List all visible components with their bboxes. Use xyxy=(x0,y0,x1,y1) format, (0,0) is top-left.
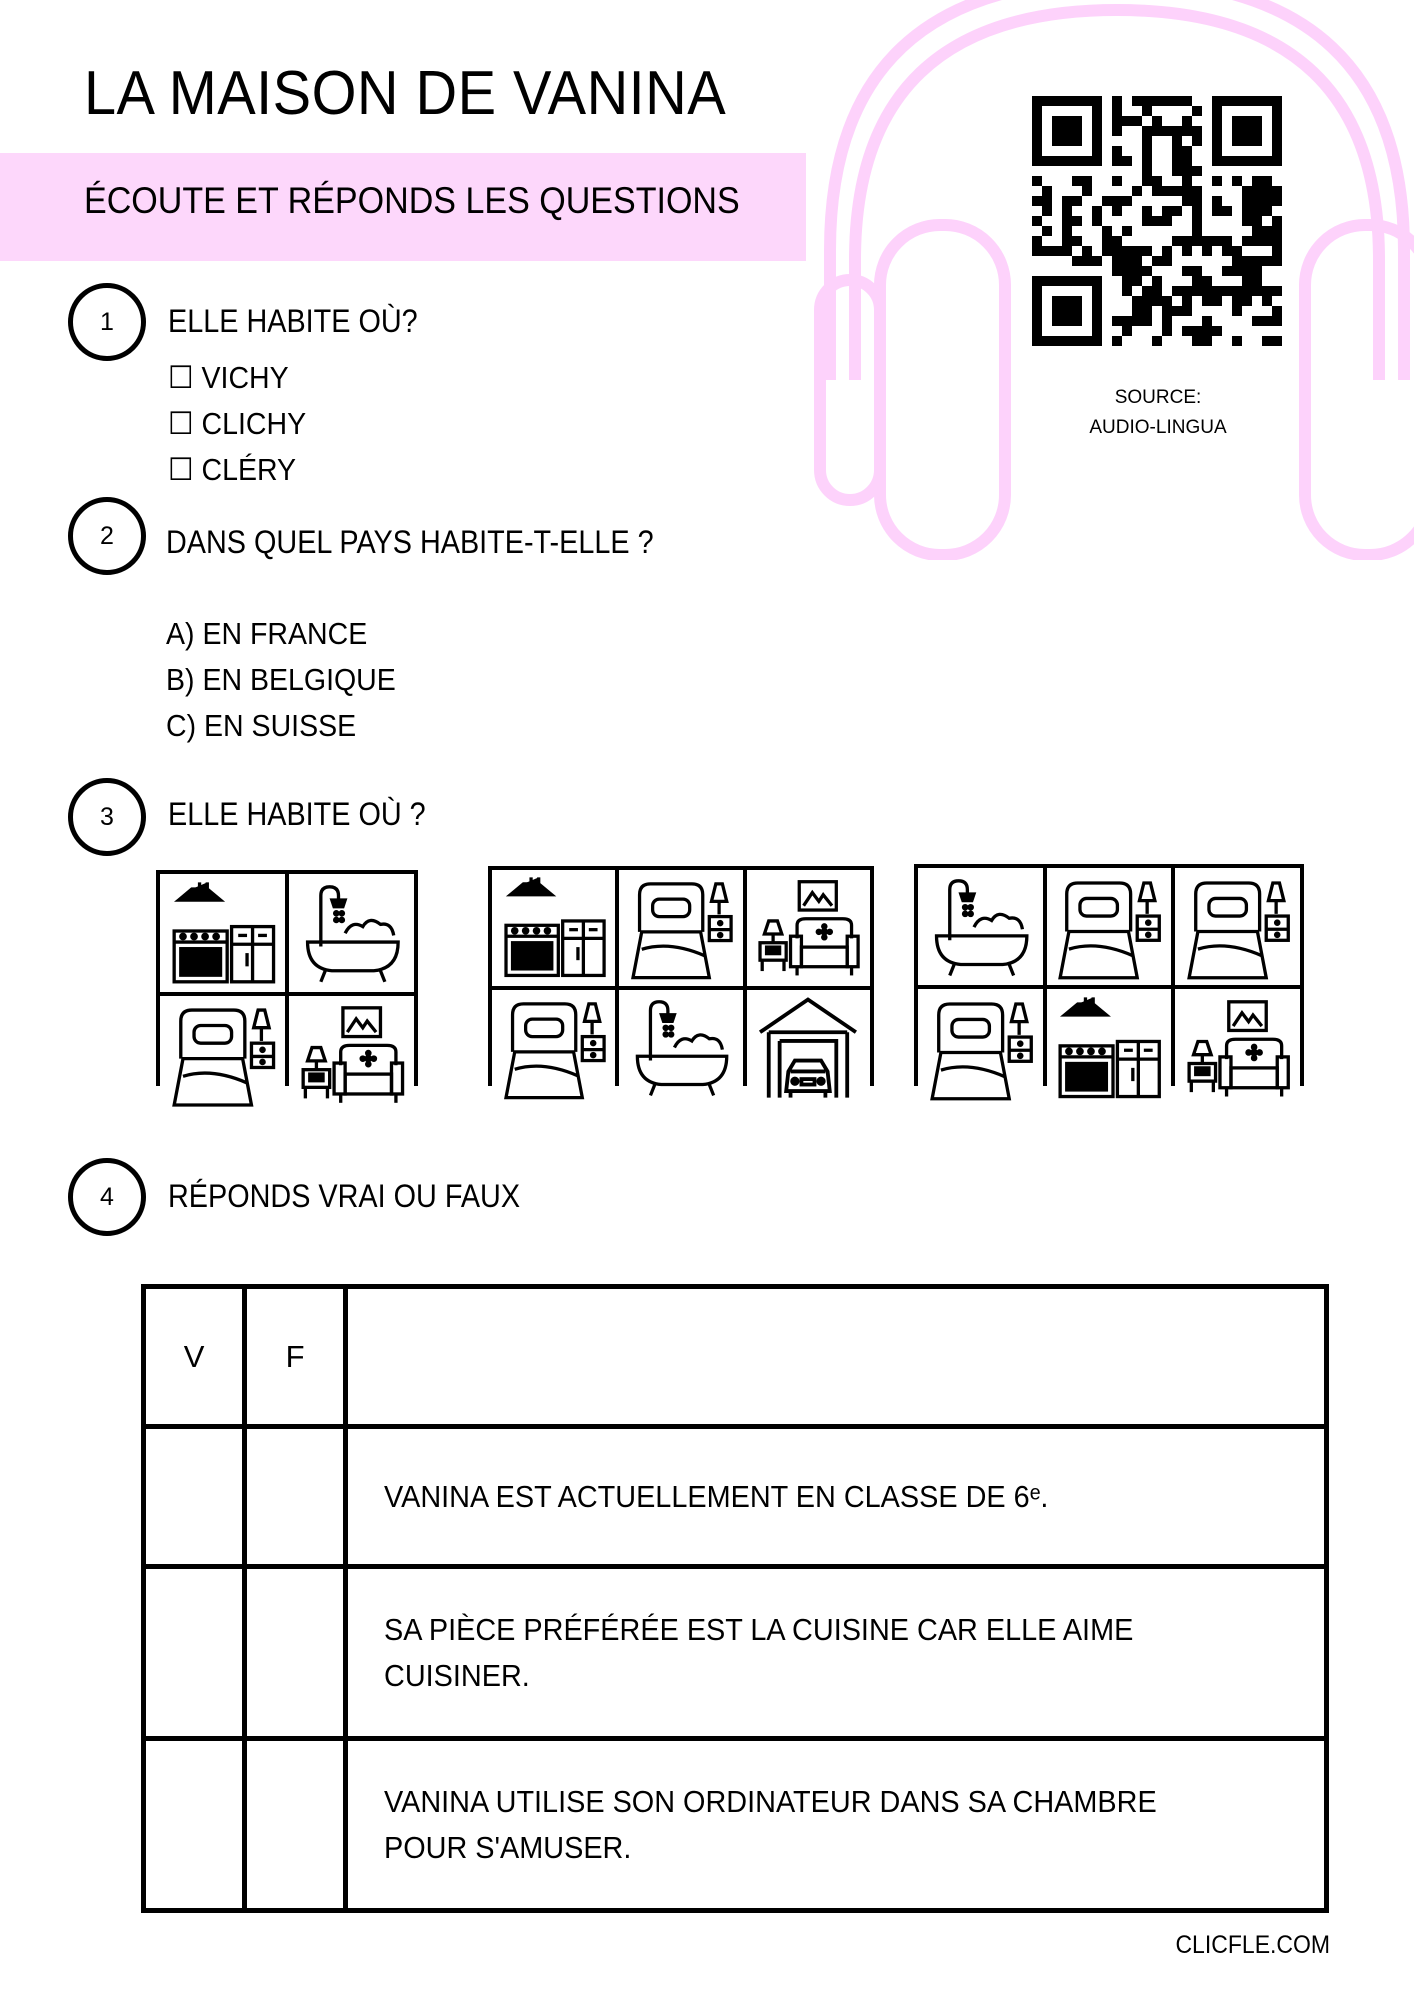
answer-f-cell[interactable] xyxy=(245,1567,346,1739)
room-tile-bathroom xyxy=(289,874,414,992)
question-1-option-clichy[interactable]: ☐ CLICHY xyxy=(168,406,307,441)
column-f-header: F xyxy=(245,1287,346,1427)
room-tile-bedroom xyxy=(160,996,285,1114)
statement-cell xyxy=(346,1427,1327,1567)
statement-1: VANINA EST ACTUELLEMENT EN CLASSE DE 6ᵉ. xyxy=(384,1478,1049,1514)
question-2-option-a[interactable]: A) EN FRANCE xyxy=(166,616,368,651)
living-room-icon xyxy=(293,999,411,1109)
room-tile-bedroom xyxy=(492,990,615,1106)
column-statement-header xyxy=(346,1287,1327,1427)
room-tile-bathroom xyxy=(619,990,742,1106)
question-3-text: ELLE HABITE OÙ ? xyxy=(168,796,426,832)
bedroom-icon xyxy=(623,873,739,982)
room-tile-kitchen xyxy=(160,874,285,992)
question-4-text: RÉPONDS VRAI OU FAUX xyxy=(168,1178,521,1214)
kitchen-icon xyxy=(1050,993,1167,1103)
room-tile-bedroom xyxy=(1175,868,1300,985)
room-tile-living-room xyxy=(1175,989,1300,1106)
bedroom-icon xyxy=(1179,872,1296,982)
room-tile-bedroom xyxy=(1047,868,1172,985)
statement-2: SA PIÈCE PRÉFÉRÉE EST LA CUISINE CAR ELLE AIME CUISINER. xyxy=(384,1611,1134,1693)
table-row xyxy=(144,1427,1327,1567)
question-2-option-b[interactable]: B) EN BELGIQUE xyxy=(166,662,396,697)
question-2-text: DANS QUEL PAYS HABITE-T-ELLE ? xyxy=(166,524,654,560)
room-tile-garage xyxy=(747,990,870,1106)
question-1-option-vichy[interactable]: ☐ VICHY xyxy=(168,360,289,395)
answer-v-cell[interactable] xyxy=(144,1427,245,1567)
question-1-text: ELLE HABITE OÙ? xyxy=(168,303,418,339)
bedroom-icon xyxy=(496,993,612,1102)
source-label xyxy=(1038,383,1278,443)
bedroom-icon xyxy=(164,999,282,1109)
kitchen-icon xyxy=(496,873,612,982)
room-tile-bedroom xyxy=(619,870,742,986)
bathroom-icon xyxy=(922,872,1039,982)
question-1-number: 1 xyxy=(68,283,146,361)
question-2-option-c[interactable]: C) EN SUISSE xyxy=(166,708,357,743)
table-row xyxy=(144,1739,1327,1911)
source-line-2: AUDIO-LINGUA xyxy=(1089,417,1227,438)
room-tile-living-room xyxy=(289,996,414,1114)
answer-f-cell[interactable] xyxy=(245,1427,346,1567)
statement-cell xyxy=(346,1739,1327,1911)
column-v-header: V xyxy=(144,1287,245,1427)
statement-3: VANINA UTILISE SON ORDINATEUR DANS SA CHAMBRE POUR S'AMUSER. xyxy=(384,1783,1157,1865)
table-row xyxy=(144,1567,1327,1739)
bedroom-icon xyxy=(1050,872,1167,982)
house-option-1[interactable] xyxy=(156,870,418,1086)
answer-v-cell[interactable] xyxy=(144,1567,245,1739)
living-room-icon xyxy=(750,873,866,982)
house-option-2[interactable] xyxy=(488,866,874,1086)
page-subtitle: ÉCOUTE ET RÉPONDS LES QUESTIONS xyxy=(84,180,740,221)
room-tile-bedroom xyxy=(918,989,1043,1106)
answer-f-cell[interactable] xyxy=(245,1739,346,1911)
kitchen-icon xyxy=(164,878,282,988)
question-1-option-clery[interactable]: ☐ CLÉRY xyxy=(168,452,297,487)
garage-icon xyxy=(750,993,866,1102)
bathroom-icon xyxy=(623,993,739,1102)
bedroom-icon xyxy=(922,993,1039,1103)
room-tile-bathroom xyxy=(918,868,1043,985)
bathroom-icon xyxy=(293,878,411,988)
room-tile-kitchen xyxy=(1047,989,1172,1106)
table-header-row xyxy=(144,1287,1327,1427)
source-line-1: SOURCE: xyxy=(1114,387,1202,408)
question-2-number: 2 xyxy=(68,497,146,575)
statement-cell xyxy=(346,1567,1327,1739)
footer-site[interactable]: CLICFLE.COM xyxy=(1175,1931,1330,1959)
question-3-number: 3 xyxy=(68,778,146,856)
question-4-number: 4 xyxy=(68,1158,146,1236)
true-false-table xyxy=(141,1284,1329,1913)
answer-v-cell[interactable] xyxy=(144,1739,245,1911)
room-tile-living-room xyxy=(747,870,870,986)
room-tile-kitchen xyxy=(492,870,615,986)
page-title: LA MAISON DE VANINA xyxy=(84,59,727,128)
house-option-3[interactable] xyxy=(914,864,1304,1086)
qr-code-icon[interactable] xyxy=(1032,96,1282,346)
living-room-icon xyxy=(1179,993,1296,1103)
